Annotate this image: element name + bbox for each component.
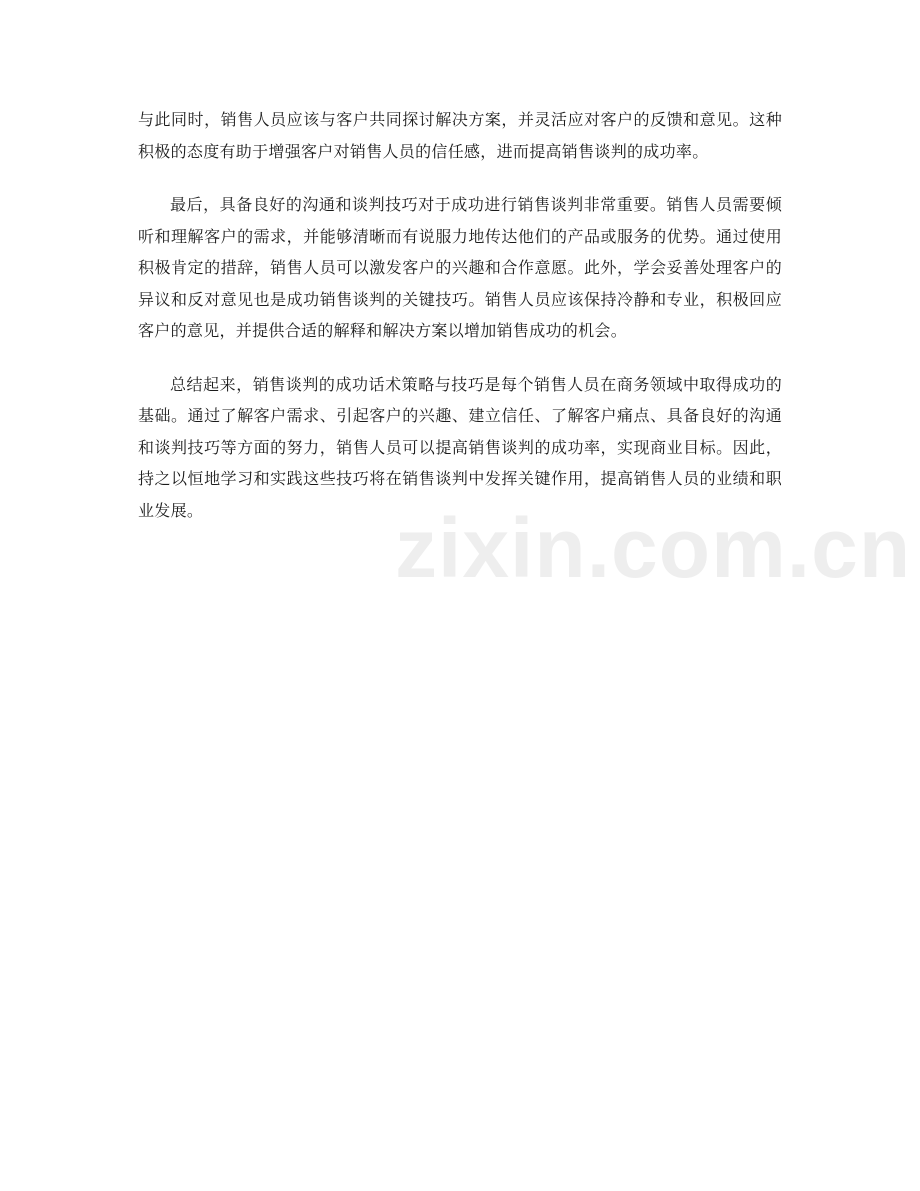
paragraph-2: 最后，具备良好的沟通和谈判技巧对于成功进行销售谈判非常重要。销售人员需要倾听和理解客户的需求，并能够清晰而有说服力地传达他们的产品或服务的优势。通过使用积极肯定的措辞，销售人员可以激发客户的兴趣和合作意愿。此外，学会妥善处理客户的异议和反对意见也是成功销售谈判的关键技巧。销售人员应该保持冷静和专业，积极回应客户的意见，并提供合适的解释和解决方案以增加销售成功的机会。: [138, 195, 782, 340]
watermark: zixin.com.cn: [395, 501, 912, 595]
paragraph-3: 总结起来，销售谈判的成功话术策略与技巧是每个销售人员在商务领域中取得成功的基础。通过了解客户需求、引起客户的兴趣、建立信任、了解客户痛点、具备良好的沟通和谈判技巧等方面的努力，销售人员可以提高销售谈判的成功率，实现商业目标。因此，持之以恒地学习和实践这些技巧将在销售谈判中发挥关键作用，提高销售人员的业绩和职业发展。: [138, 374, 782, 520]
document-body: [138, 104, 782, 548]
paragraph-1: 与此同时，销售人员应该与客户共同探讨解决方案，并灵活应对客户的反馈和意见。这种积极的态度有助于增强客户对销售人员的信任感，进而提高销售谈判的成功率。: [138, 110, 782, 161]
